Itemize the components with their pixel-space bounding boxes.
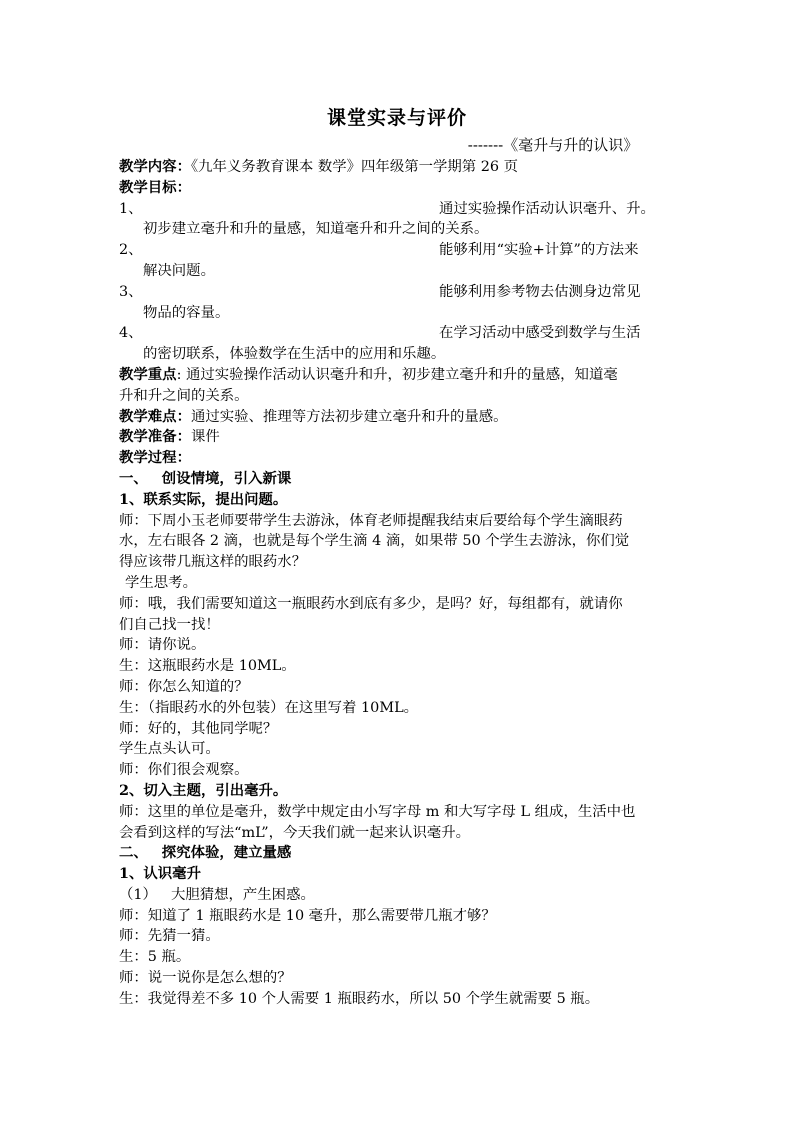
dialog-line: 生：（指眼药水的外包装）在这里写着 10ML。 (119, 699, 419, 716)
subsection-heading: 1、认识毫升 (119, 865, 201, 883)
prep-label: 教学准备： (119, 428, 191, 446)
document-body (119, 157, 679, 1010)
dialog-line: 生：这瓶眼药水是 10ML。 (119, 658, 296, 675)
section-heading (119, 843, 679, 864)
section-num: 二、 (119, 844, 148, 862)
objective-num: 4、 (119, 325, 143, 342)
process-label: 教学过程： (119, 449, 191, 467)
difficulty-text: 通过实验、推理等方法初步建立毫升和升的量感。 (190, 408, 508, 425)
paragraph-line: 水，左右眼各 2 滴，也就是每个学生滴 4 滴，如果带 50 个学生去游泳，你们觉 (119, 533, 630, 550)
paragraph-line: 师：哦，我们需要知道这一瓶眼药水到底有多少，是吗？好，每组都有，就请你 (119, 595, 623, 612)
section-heading (119, 469, 679, 490)
key-text-cont: 升和升之间的关系。 (119, 387, 249, 404)
dialog-line: 师：好的，其他同学呢？ (119, 720, 278, 737)
teaching-prep (119, 427, 679, 448)
content-label: 教学内容： (119, 158, 191, 175)
paragraph-line: 们自己找一找！ (119, 616, 220, 633)
section-title: 创设情境，引入新课 (161, 469, 292, 487)
subsection-heading: 2、切入主题，引出毫升。 (119, 781, 288, 799)
teaching-difficulty (119, 407, 679, 428)
paragraph-line: 会看到这样的写法“mL”，今天我们就一起来认识毫升。 (119, 824, 471, 841)
difficulty-label: 教学难点： (119, 407, 191, 425)
objective-text-cont: 的密切联系，体验数学在生活中的应用和乐趣。 (143, 346, 446, 363)
objective-item (119, 282, 679, 303)
dialog-line: 师：知道了 1 瓶眼药水是 10 毫升，那么需要带几瓶才够？ (119, 907, 496, 924)
page-subtitle: -------《毫升与升的认识》 (467, 136, 639, 154)
objective-text-cont: 初步建立毫升和升的量感，知道毫升和升之间的关系。 (143, 221, 489, 238)
objective-text: 在学习活动中感受到数学与生活 (439, 325, 641, 342)
dialog-line: 师：请你说。 (119, 637, 206, 654)
objective-num: 1、 (119, 200, 143, 217)
paragraph-line: 得应该带几瓶这样的眼药水？ (119, 554, 307, 571)
paragraph-line: 师：这里的单位是毫升，数学中规定由小写字母 m 和大写字母 L 组成，生活中也 (119, 803, 636, 820)
dialog-line: 生：5 瓶。 (119, 949, 191, 966)
objective-item (119, 323, 679, 344)
content-text: 《九年义务教育课本 数学》四年级第一学期第 26 页 (190, 159, 519, 175)
objective-text: 能够利用参考物去估测身边常见 (439, 283, 641, 300)
teaching-key (119, 365, 679, 386)
objective-num: 3、 (119, 283, 143, 300)
dialog-line: 师：你怎么知道的？ (119, 678, 249, 695)
dialog-line: 师：说一说你是怎么想的？ (119, 970, 292, 987)
subsection-heading: 1、联系实际，提出问题。 (119, 490, 288, 508)
section-title: 探究体验，建立量感 (161, 844, 292, 862)
dialog-line: 师：你们很会观察。 (119, 762, 249, 779)
objective-item (119, 199, 679, 220)
page-title: 课堂实录与评价 (326, 107, 467, 129)
section-num: 一、 (119, 469, 148, 487)
key-label: 教学重点 (119, 365, 177, 383)
paragraph-line: 师：下周小玉老师要带学生去游泳，体育老师提醒我结束后要给每个学生滴眼药 (119, 512, 623, 529)
key-text: : 通过实验操作活动认识毫升和升，初步建立毫升和升的量感，知道毫 (176, 366, 618, 383)
dialog-line: 生：我觉得差不多 10 个人需要 1 瓶眼药水，所以 50 个学生就需要 5 瓶。 (119, 990, 600, 1007)
objective-item (119, 240, 679, 261)
objectives-label: 教学目标： (119, 178, 191, 196)
objective-text: 能够利用“实验+计算”的方法来 (439, 242, 639, 259)
step-num: （1） (119, 886, 157, 903)
objective-text-cont: 物品的容量。 (143, 304, 230, 321)
teaching-content (119, 157, 679, 178)
prep-text: 课件 (190, 429, 220, 446)
paragraph-line: 学生思考。 (125, 574, 197, 591)
objective-text-cont: 解决问题。 (143, 262, 215, 279)
step-text: 大胆猜想，产生困惑。 (170, 886, 315, 903)
dialog-line: 师：先猜一猜。 (119, 928, 220, 945)
step-heading (119, 885, 679, 906)
objective-text: 通过实验操作活动认识毫升、升。 (439, 200, 655, 217)
objective-num: 2、 (119, 242, 143, 259)
dialog-line: 学生点头认可。 (119, 741, 220, 758)
